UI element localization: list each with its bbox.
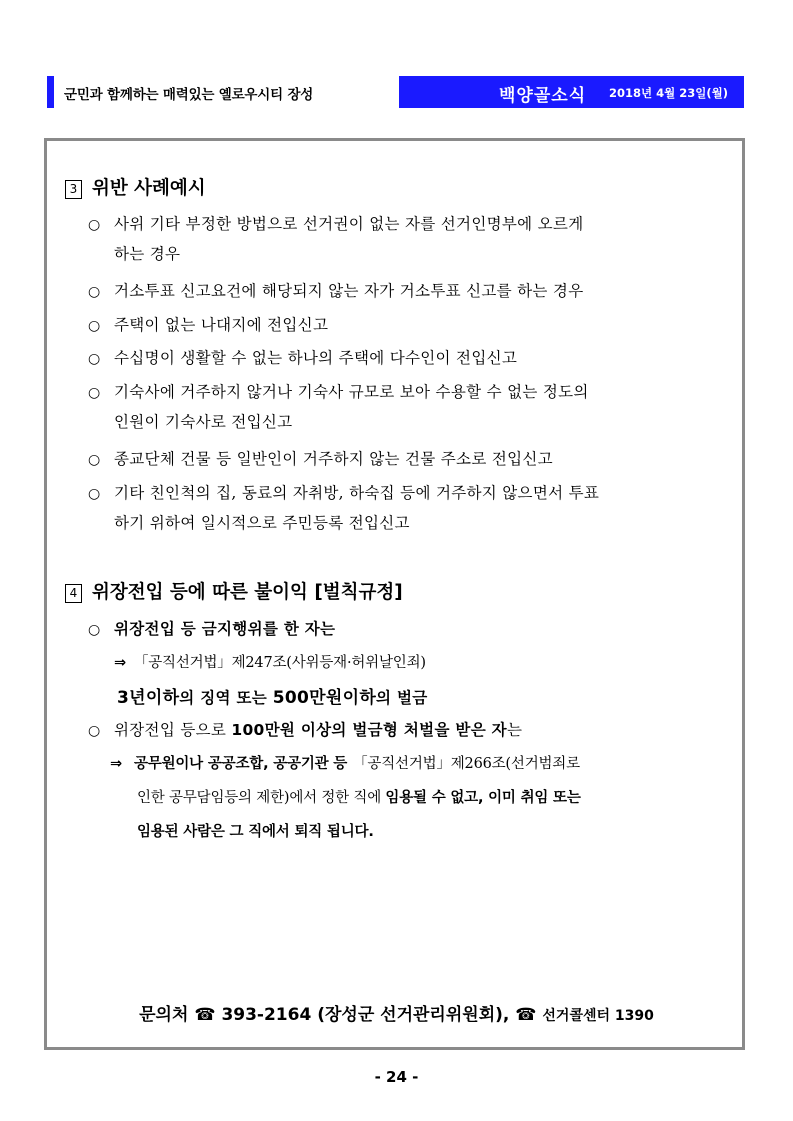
page-number: - 24 - xyxy=(374,1068,419,1086)
header-accent-bar xyxy=(47,76,54,108)
bullet-icon: ○ xyxy=(88,486,101,502)
violation-item-2: ○ 거소투표 신고요건에 해당되지 않는 자가 거소투표 신고를 하는 경우 xyxy=(88,282,584,300)
header-publication-banner xyxy=(399,76,744,108)
bullet-icon: ○ xyxy=(88,385,101,401)
section-4-title: 위장전입 등에 따른 불이익 [벌칙규정] xyxy=(92,582,403,603)
bullet-icon: ○ xyxy=(88,622,101,638)
contact-info xyxy=(0,1000,793,1025)
violation-item-5-line-2: 인원이 기숙사로 전입신고 xyxy=(114,413,293,431)
publication-date: 2018년 4월 23일(월) xyxy=(609,86,728,100)
violation-item-6: ○ 종교단체 건물 등 일반인이 거주하지 않는 건물 주소로 전입신고 xyxy=(88,450,553,468)
section-4-heading xyxy=(65,578,403,604)
phone-icon: ☎ xyxy=(194,1005,216,1025)
violation-item-3: ○ 주택이 없는 나대지에 전입신고 xyxy=(88,316,329,334)
penalty-item-1: ○ 위장전입 등 금지행위를 한 자는 xyxy=(88,620,336,638)
publication-title: 백양골소식 xyxy=(499,86,587,106)
bullet-icon: ○ xyxy=(88,452,101,468)
bullet-icon: ○ xyxy=(88,318,101,334)
section-4-number: 4 xyxy=(65,584,82,603)
violation-item-1-line-2: 하는 경우 xyxy=(114,245,181,263)
bullet-icon: ○ xyxy=(88,284,101,300)
violation-item-5-line-1: ○ 기숙사에 거주하지 않거나 기숙사 규모로 보아 수용할 수 없는 정도의 xyxy=(88,383,589,401)
contact-tel-2: 선거콜센터 1390 xyxy=(542,1008,654,1024)
penalty-item-2-line-1: ⇒ 공무원이나 공공조합, 공공기관 등 「공직선거법」제266조(선거범죄로 xyxy=(110,756,580,772)
violation-item-1-line-1: ○ 사위 기타 부정한 방법으로 선거권이 없는 자를 선거인명부에 오르게 xyxy=(88,215,584,233)
contact-label: 문의처 xyxy=(139,1005,189,1025)
penalty-item-1-penalty: 3년이하의 징역 또는 500만원이하의 벌금 xyxy=(117,688,428,708)
penalty-item-1-law: ⇒ 「공직선거법」제247조(사위등재·허위날인죄) xyxy=(114,655,426,671)
arrow-icon: ⇒ xyxy=(110,756,122,772)
section-3-number: 3 xyxy=(65,180,82,199)
penalty-item-2-line-2: 인한 공무담임등의 제한)에서 정한 직에 임용될 수 없고, 이미 취임 또는 xyxy=(137,790,581,806)
violation-item-7-line-1: ○ 기타 친인척의 집, 동료의 자취방, 하숙집 등에 거주하지 않으면서 투표 xyxy=(88,484,600,502)
section-3-heading xyxy=(65,174,206,200)
bullet-icon: ○ xyxy=(88,351,101,367)
page-header xyxy=(47,76,744,108)
bullet-icon: ○ xyxy=(88,217,101,233)
header-slogan: 군민과 함께하는 매력있는 옐로우시티 장성 xyxy=(64,87,314,103)
arrow-icon: ⇒ xyxy=(114,655,126,671)
penalty-item-2: ○ 위장전입 등으로 100만원 이상의 벌금형 처벌을 받은 자는 xyxy=(88,721,523,739)
bullet-icon: ○ xyxy=(88,723,101,739)
penalty-item-2-line-3: 임용된 사람은 그 직에서 퇴직 됩니다. xyxy=(137,824,374,840)
section-3-title: 위반 사례예시 xyxy=(92,178,206,199)
contact-tel-1: 393-2164 (장성군 선거관리위원회), xyxy=(221,1005,510,1025)
phone-icon: ☎ xyxy=(515,1005,537,1025)
violation-item-4: ○ 수십명이 생활할 수 없는 하나의 주택에 다수인이 전입신고 xyxy=(88,349,518,367)
violation-item-7-line-2: 하기 위하여 일시적으로 주민등록 전입신고 xyxy=(114,514,410,532)
